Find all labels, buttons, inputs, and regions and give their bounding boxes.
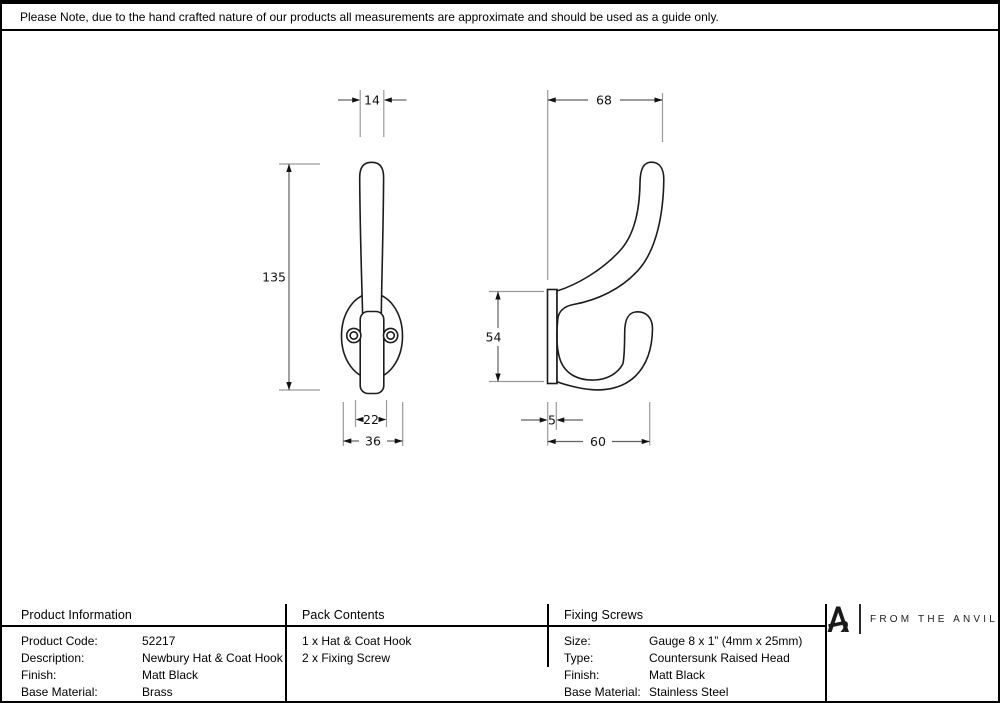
table-row bbox=[2, 633, 285, 650]
row-value: Countersunk Raised Head bbox=[649, 651, 790, 665]
front-inner-width-dimension-label: 22 bbox=[363, 412, 379, 427]
row-value: Gauge 8 x 1” (4mm x 25mm) bbox=[649, 634, 803, 648]
front-height-dimension-label: 135 bbox=[262, 269, 286, 285]
pack-contents-header: Pack Contents bbox=[287, 604, 547, 627]
pack-contents-column bbox=[287, 604, 549, 667]
row-label: Finish: bbox=[21, 668, 57, 682]
side-depth-dimension-label: 68 bbox=[596, 92, 612, 108]
brand-cell bbox=[827, 604, 998, 634]
table-row bbox=[2, 650, 285, 667]
note-text: Please Note, due to the hand crafted nature of our products all measurements are approximate and should be used as a guide only. bbox=[20, 9, 719, 24]
front-top-width-dimension-label: 14 bbox=[364, 92, 380, 108]
table-row bbox=[2, 667, 285, 684]
front-view-hook bbox=[342, 162, 403, 393]
brand-logo bbox=[827, 604, 998, 634]
front-outer-width-dimension-label: 36 bbox=[365, 433, 381, 449]
product-information-column bbox=[2, 604, 287, 701]
row-label: Finish: bbox=[564, 668, 600, 682]
row-label: Description: bbox=[21, 651, 85, 665]
row-value: Stainless Steel bbox=[649, 685, 729, 699]
row-value: Matt Black bbox=[649, 668, 706, 682]
technical-drawing bbox=[2, 2, 1000, 554]
product-information-header: Product Information bbox=[2, 604, 285, 627]
info-table bbox=[2, 604, 998, 701]
front-lower-shaft bbox=[360, 312, 384, 394]
anvil-logo-icon bbox=[827, 606, 850, 633]
table-row bbox=[549, 684, 825, 701]
note-bar bbox=[2, 2, 998, 31]
row-label: Product Code: bbox=[21, 634, 98, 648]
side-backplate bbox=[548, 290, 558, 384]
table-row bbox=[2, 684, 285, 701]
table-row bbox=[549, 633, 825, 650]
row-value: 52217 bbox=[142, 634, 176, 648]
table-row bbox=[549, 667, 825, 684]
row-label: Base Material: bbox=[564, 685, 641, 699]
row-label: Base Material: bbox=[21, 685, 98, 699]
pack-item: 1 x Hat & Coat Hook bbox=[302, 634, 412, 648]
side-hook-profile bbox=[557, 162, 664, 390]
fixing-screws-header: Fixing Screws bbox=[549, 604, 825, 627]
fixing-screws-column bbox=[549, 604, 827, 701]
side-plate-thickness-dimension-label: 5 bbox=[548, 412, 556, 428]
row-value: Matt Black bbox=[142, 668, 199, 682]
brand-divider bbox=[859, 604, 861, 634]
front-view-dimensions bbox=[262, 90, 406, 449]
pack-item: 2 x Fixing Screw bbox=[302, 651, 391, 665]
row-value: Newbury Hat & Coat Hook bbox=[142, 651, 283, 665]
side-plate-height-dimension-label: 54 bbox=[485, 329, 502, 345]
row-label: Size: bbox=[564, 634, 591, 648]
row-label: Type: bbox=[564, 651, 594, 665]
side-lower-depth-dimension-label: 60 bbox=[590, 434, 606, 449]
table-row bbox=[549, 650, 825, 667]
side-view-hook bbox=[548, 162, 664, 390]
row-value: Brass bbox=[142, 685, 173, 699]
brand-name: FROM THE ANVIL bbox=[870, 613, 998, 625]
front-hook-shaft bbox=[360, 162, 384, 313]
